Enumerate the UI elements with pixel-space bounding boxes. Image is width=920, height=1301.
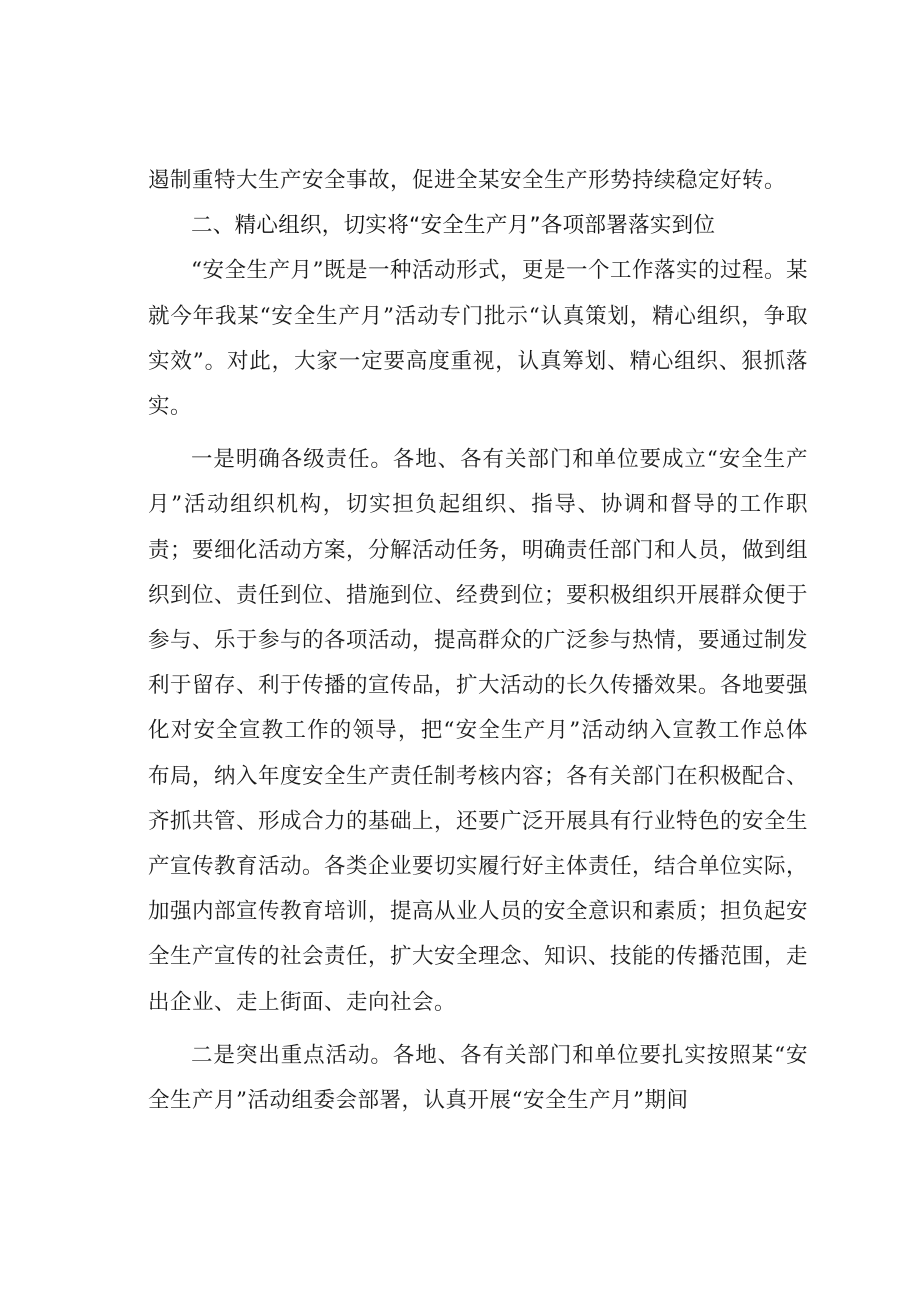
paragraph-responsibilities: 一是明确各级责任。各地、各有关部门和单位要成立“安全生产月”活动组织机构，切实担负起组织、指导、协调和督导的工作职责；要细化活动方案，分解活动任务，明确责任部门和人员，做到组织到位、责任到位、措施到位、经费到位；要积极组织开展群众便于参与、乐于参与的各项活动，提高群众的广泛参与热情，要通过制发利于留存、利于传播的宣传品，扩大活动的长久传播效果。各地要强化对安全宣教工作的领导，把“安全生产月”活动纳入宣教工作总体布局，纳入年度安全生产责任制考核内容；各有关部门在积极配合、齐抓共管、形成合力的基础上，还要广泛开展具有行业特色的安全生产宣传教育活动。各类企业要切实履行好主体责任，结合单位实际，加强内部宣传教育培训，提高从业人员的安全意识和素质；担负起安全生产宣传的社会责任，扩大安全理念、知识、技能的传播范围，走出企业、走上街面、走向社会。 [148,447,809,1015]
paragraph-key-activities: 二是突出重点活动。各地、各有关部门和单位要扎实按照某“安全生产月”活动组委会部署，认真开展“安全生产月”期间 [148,1042,808,1114]
paragraph-intro: “安全生产月”既是一种活动形式，更是一个工作落实的过程。某就今年我某“安全生产月”活动专门批示“认真策划，精心组织，争取实效”。对此，大家一定要高度重视，认真筹划、精心组织、狠抓落实。 [148,258,808,420]
document-body [148,158,808,1123]
paragraph-continuation: 遏制重特大生产安全事故，促进全某安全生产形势持续稳定好转。 [148,168,787,193]
section-heading: 二、精心组织，切实将“安全生产月”各项部署落实到位 [191,213,716,239]
